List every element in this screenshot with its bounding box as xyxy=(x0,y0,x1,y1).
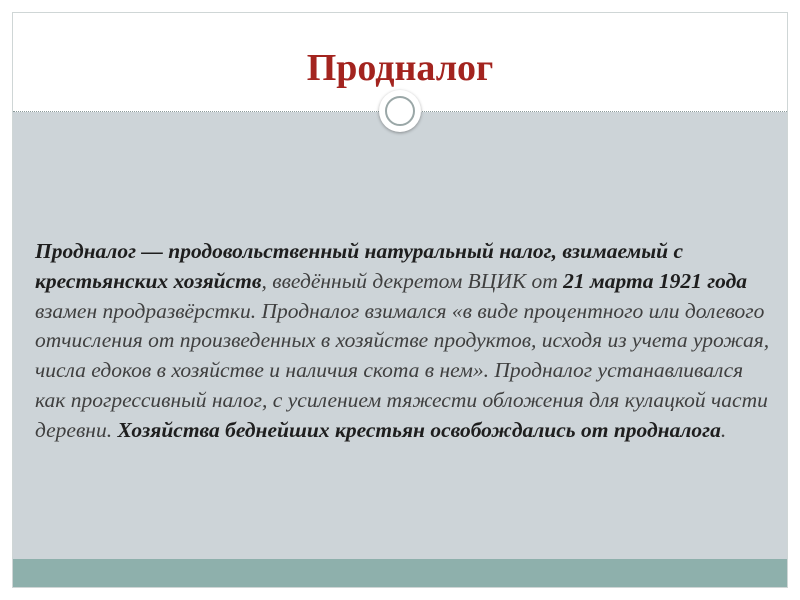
body-segment-description: взамен продразвёрстки. Продналог взимался «в виде процентного или долевого отчисления от произведенных в хозяйстве продуктов, исходя из учета урожая, числа едоков в хозяйстве и наличия скота в нем». Продналог устанавливался как прогрессивный налог, с усилением тяжести обложения для кулацкой части деревни. xyxy=(35,298,770,442)
body-segment-decree: , введённый декретом ВЦИК от xyxy=(261,268,564,293)
slide-title: Продналог xyxy=(306,47,494,89)
bottom-band xyxy=(13,559,787,587)
divider-circle-ornament xyxy=(379,90,421,132)
body-segment-definition: Продналог — продовольственный натуральный налог, взимаемый с крестьянских хозяйств xyxy=(35,239,684,293)
body-segment-period: . xyxy=(720,417,727,442)
divider-circle-ring xyxy=(385,96,415,126)
content-area xyxy=(13,112,787,559)
body-paragraph xyxy=(35,237,770,446)
body-segment-date: 21 марта 1921 года xyxy=(563,268,748,293)
slide-frame xyxy=(12,12,788,588)
body-segment-exemption: Хозяйства беднейших крестьян освобождались от продналога xyxy=(117,417,721,442)
